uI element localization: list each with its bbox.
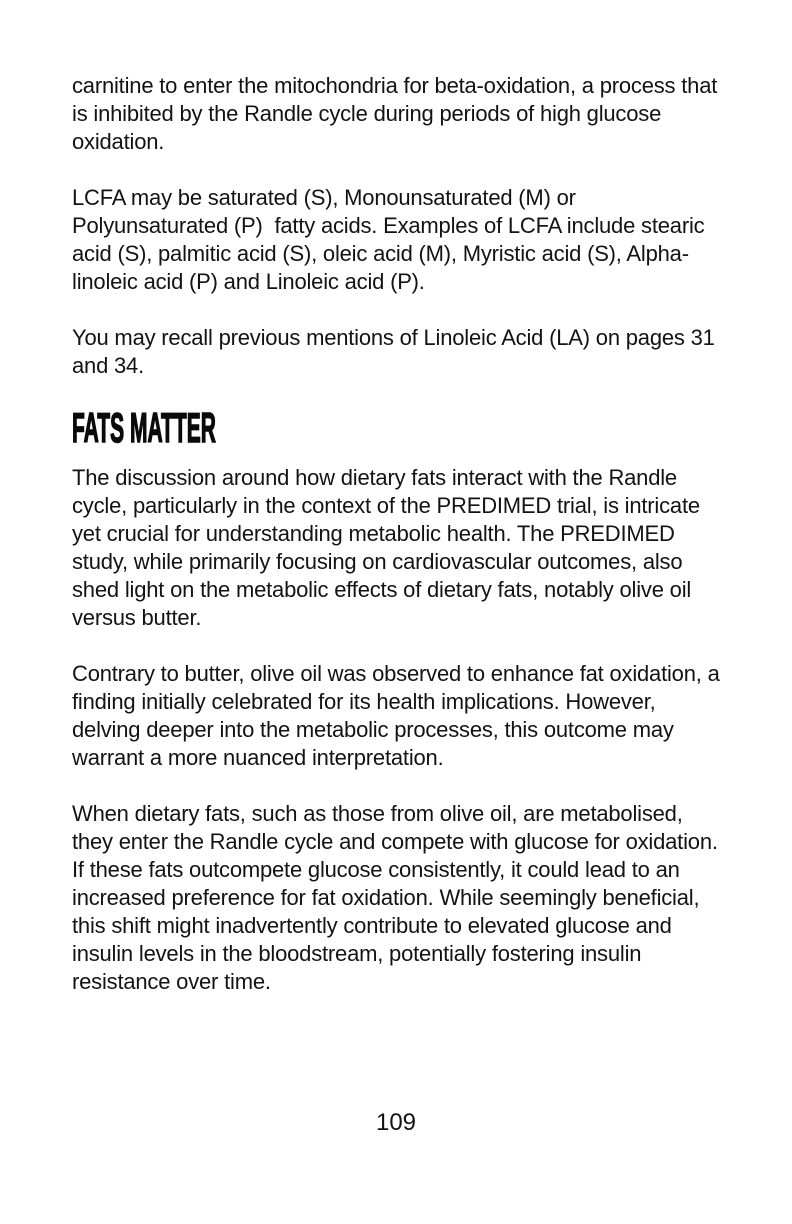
text-column <box>72 72 726 1024</box>
body-paragraph-recall: You may recall previous mentions of Linoleic Acid (LA) on pages 31 and 34. <box>72 325 721 378</box>
body-paragraph-contrary: Contrary to butter, olive oil was observed to enhance fat oxidation, a finding initially celebrated for its health implications. However, delving deeper into the metabolic processes, this outcome may warrant a more nuanced interpretation. <box>72 661 726 770</box>
body-paragraph-lcfa: LCFA may be saturated (S), Monounsaturated (M) or Polyunsaturated (P) fatty acids. Examples of LCFA include stearic acid (S), palmitic acid (S), oleic acid (M), Myristic acid (S), Alpha-linoleic acid (P) and Linoleic acid (P). <box>72 185 711 294</box>
section-heading-fats-matter: FATS MATTER <box>72 404 216 451</box>
body-paragraph-carnitine: carnitine to enter the mitochondria for beta-oxidation, a process that is inhibited by the Randle cycle during periods of high glucose oxidation. <box>72 73 724 154</box>
body-paragraph-when-dietary: When dietary fats, such as those from olive oil, are metabolised, they enter the Randle cycle and compete with glucose for oxidation. If these fats outcompete glucose consistently, it could lead to an increased preference for fat oxidation. While seemingly beneficial, this shift might inadvertently contribute to elevated glucose and insulin levels in the bloodstream, potentially fostering insulin resistance over time. <box>72 801 724 994</box>
page-number: 109 <box>375 1109 417 1136</box>
body-paragraph-discussion: The discussion around how dietary fats interact with the Randle cycle, particularly in the context of the PREDIMED trial, is intricate yet crucial for understanding metabolic health. The PREDIMED study, while primarily focusing on cardiovascular outcomes, also shed light on the metabolic effects of dietary fats, notably olive oil versus butter. <box>72 465 706 630</box>
